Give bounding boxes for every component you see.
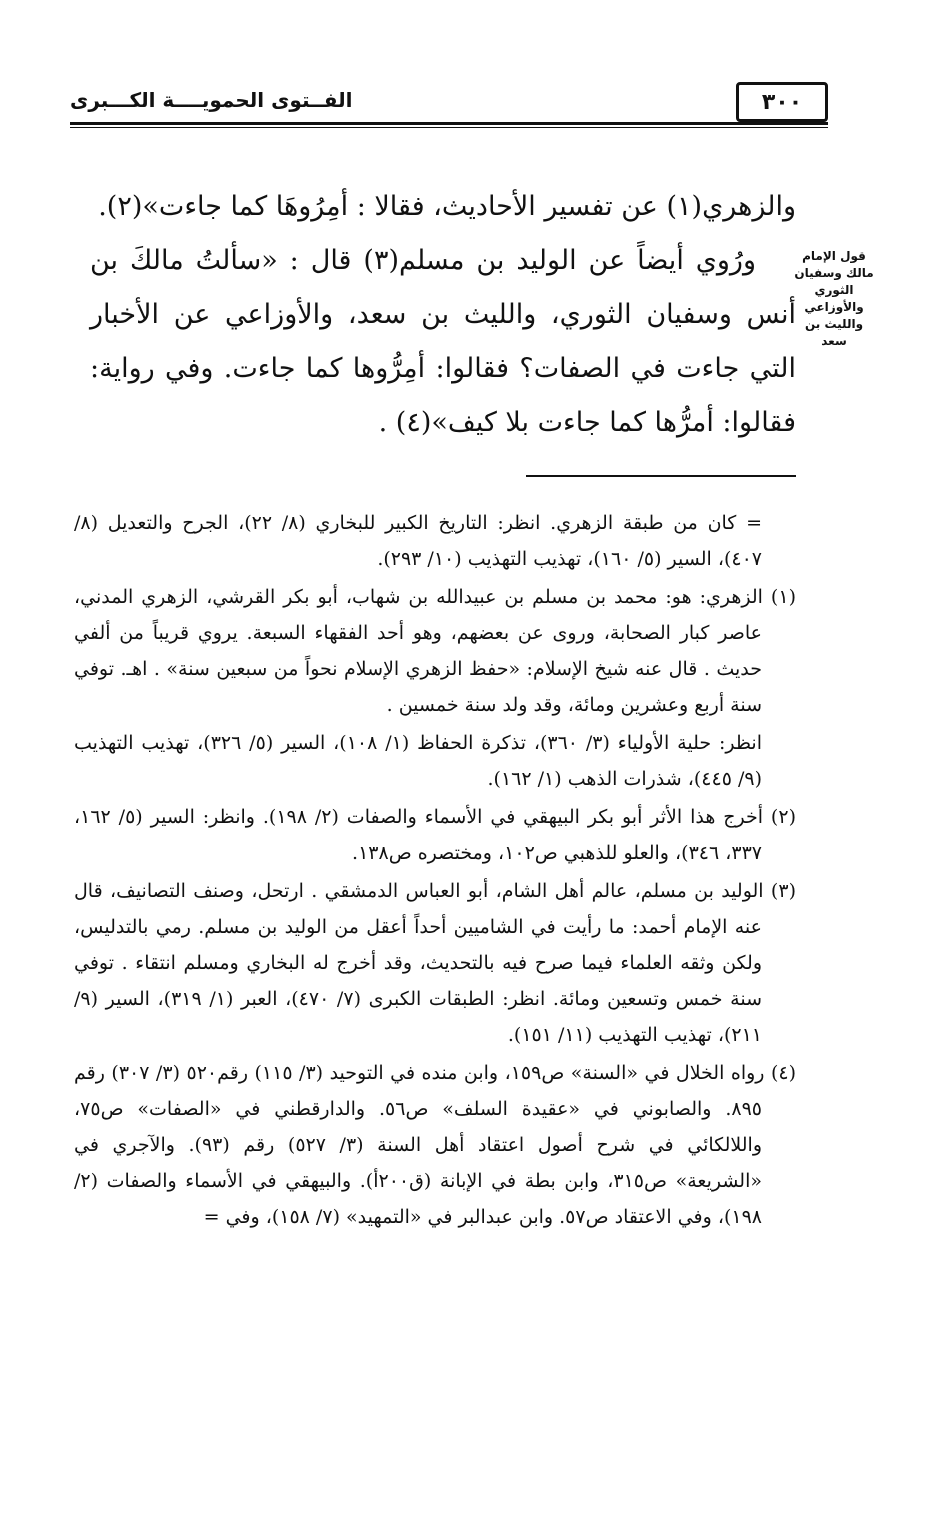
running-title: الفــتوى الحمويــــة الكـــبرى xyxy=(70,88,353,112)
main-paragraph-2: ورُوي أيضاً عن الوليد بن مسلم(٣) قال : «سألتُ مالكَ بن أنس وسفيان الثوري، والليث بن سعد، والأوزاعي عن الأخبار التي جاءت في الصفات؟ فقالوا: أمِرُّوها كما جاءت. وفي رواية: فقالوا: أمرُّها كما جاءت بلا كيف»(٤) . xyxy=(90,245,797,438)
header-rule xyxy=(70,122,828,128)
footnote-2: (٢) أخرج هذا الأثر أبو بكر البيهقي في الأسماء والصفات (٢/ ١٩٨). وانظر: السير (٥/ ١٦٢، ٣٣٧، ٣٤٦)، والعلو للذهبي ص١٠٢، ومختصره ص١٣٨. xyxy=(74,806,796,864)
footnote-3: (٣) الوليد بن مسلم، عالم أهل الشام، أبو العباس الدمشقي . ارتحل، وصنف التصانيف، قال عنه الإمام أحمد: ما رأيت في الشاميين أحداً أعقل من الوليد بن مسلم. رمي بالتدليس، ولكن وثقه العلماء فيما صرح فيه بالتحديث، وقد أخرج له البخاري ومسلم انتقاء . توفي سنة خمس وتسعين ومائة. انظر: الطبقات الكبرى (٧/ ٤٧٠)، العبر (١/ ٣١٩)، السير (٩/ ٢١١)، تهذيب التهذيب (١١/ ١٥١). xyxy=(74,880,796,1046)
footnote-continuation: = كان من طبقة الزهري. انظر: التاريخ الكبير للبخاري (٨/ ٢٢)، الجرح والتعديل (٨/ ٤٠٧)، السير (٥/ ١٦٠)، تهذيب التهذيب (١٠/ ٢٩٣). xyxy=(74,512,762,570)
footnote-1: (١) الزهري: هو: محمد بن مسلم بن عبيدالله بن شهاب، أبو بكر القرشي، الزهري المدني، عاصر كبار الصحابة، وروى عن بعضهم، وهو أحد الفقهاء السبعة. يروي قريباً من ألفي حديث . قال عنه شيخ الإسلام: «حفظ الزهري الإسلام نحواً من سبعين سنة» . اهـ. توفي سنة أربع وعشرين ومائة، وقد ولد سنة خمسين . xyxy=(74,586,796,716)
page-number: ٣٠٠ xyxy=(736,82,828,122)
footnote-4: (٤) رواه الخلال في «السنة» ص١٥٩، وابن منده في التوحيد (٣/ ١١٥) رقم٥٢٠ (٣/ ٣٠٧) رقم ٨٩٥. والصابوني في «عقيدة السلف» ص٥٦. والدارقطني في «الصفات» ص٧٥، واللالكائي في شرح أصول اعتقاد أهل السنة (٣/ ٥٢٧) رقم (٩٣). والآجري في «الشريعة» ص٣١٥، وابن بطة في الإبانة (ق٢٠٠أ). والبيهقي في الأسماء والصفات (٢/ ١٩٨)، وفي الاعتقاد ص٥٧. وابن عبدالبر في «التمهيد» (٧/ ١٥٨)، وفي = xyxy=(74,1062,796,1228)
footnotes xyxy=(74,505,796,1237)
main-paragraph-1: والزهري(١) عن تفسير الأحاديث، فقالا : أمِرُوهَا كما جاءت»(٢). xyxy=(98,191,796,222)
footnote-separator xyxy=(526,475,796,477)
margin-note: قول الإمام مالك وسفيان الثوري والأوزاعي والليث بن سعد xyxy=(794,249,874,348)
main-text xyxy=(90,180,796,450)
footnote-1-references: انظر: حلية الأولياء (٣/ ٣٦٠)، تذكرة الحفاظ (١/ ١٠٨)، السير (٥/ ٣٢٦)، تهذيب التهذيب (٩/ ٤٤٥)، شذرات الذهب (١/ ١٦٢). xyxy=(74,732,762,790)
page-header xyxy=(70,82,828,130)
